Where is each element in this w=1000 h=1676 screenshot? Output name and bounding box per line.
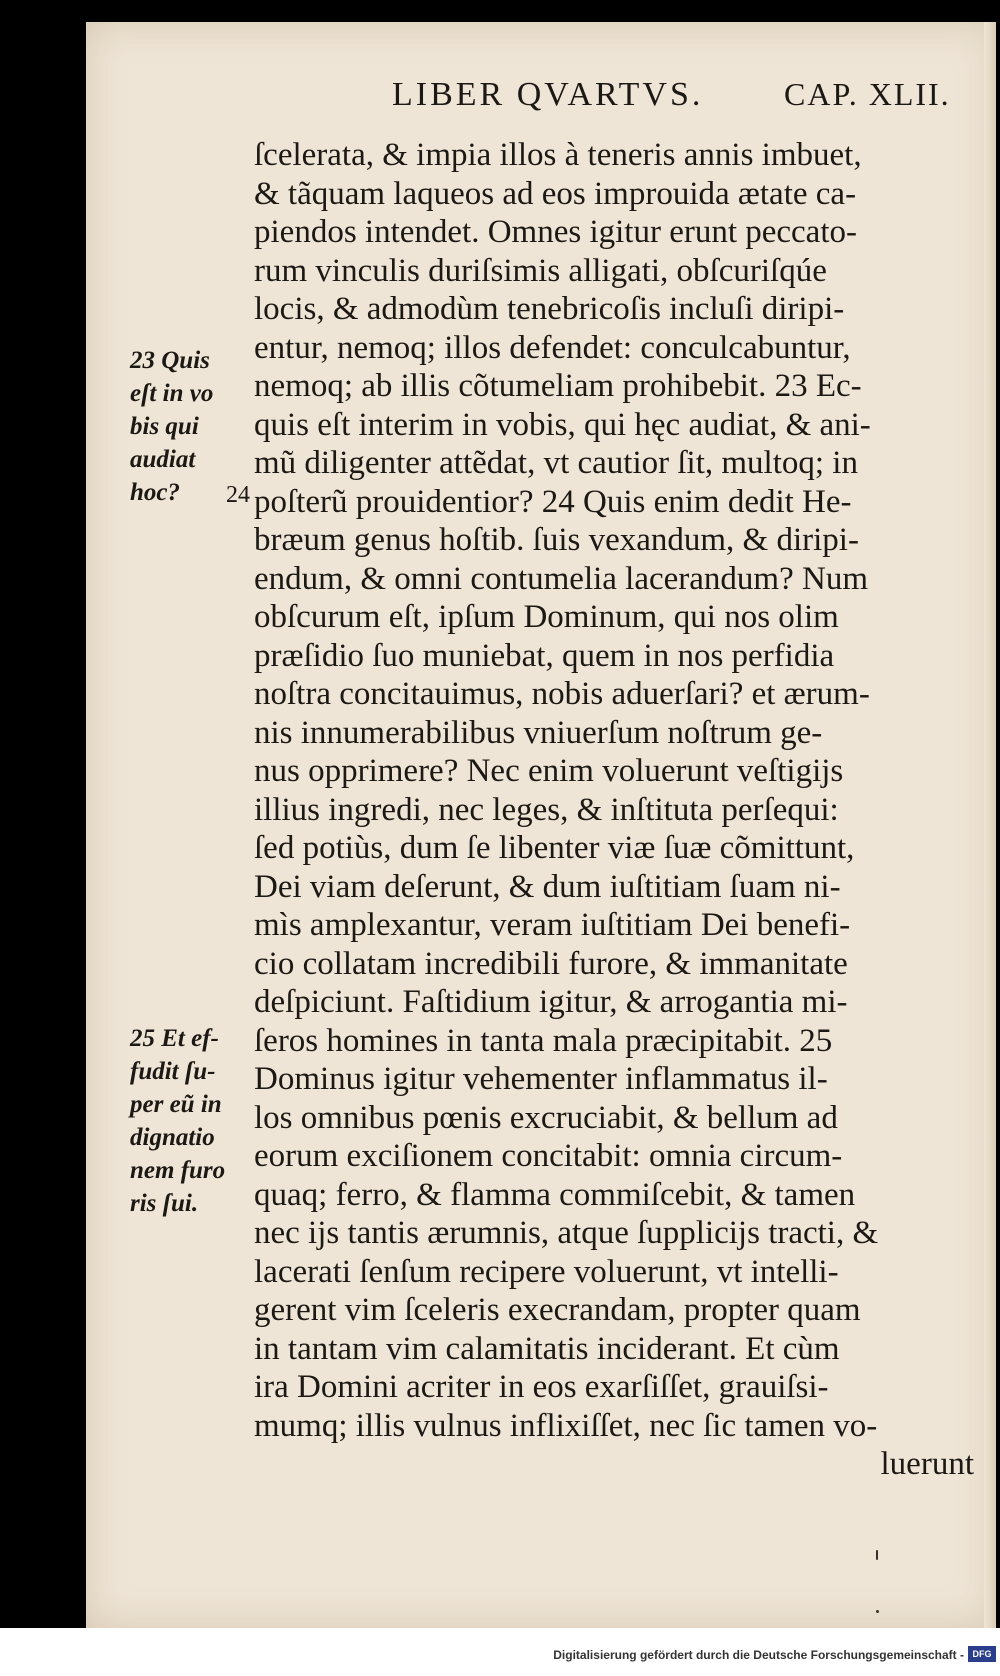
text-line: eorum exciſionem concitabit: omnia circum-: [254, 1138, 843, 1174]
text-line: entur, nemoq; illos defendet: conculcabuntur,: [254, 329, 851, 366]
text-line: deſpiciunt. Faſtidium igitur, & arrogantia mi-: [254, 984, 848, 1020]
text-line: obſcurum eſt, ipſum Dominum, qui nos olim: [254, 599, 839, 635]
margin-note-line: hoc?: [130, 479, 180, 506]
text-line: mũ diligenter attẽdat, vt cautior ſit, multoq; in: [254, 445, 858, 481]
text-line: piendos intendet. Omnes igitur erunt peccato-: [254, 214, 857, 250]
text-line: mìs amplexantur, veram iuſtitiam Dei benefi-: [254, 907, 851, 943]
text-line: ſcelerata, & impia illos à teneris annis imbuet,: [254, 137, 862, 173]
text-line: locis, & admodùm tenebricoſis incluſi diripi-: [254, 291, 845, 327]
text-line: Dei viam deſerunt, & dum iuſtitiam ſuam ni-: [254, 868, 841, 905]
text-line: quaq; ferro, & flamma commiſcebit, & tamen: [254, 1176, 856, 1213]
text-line: & tãquam laqueos ad eos improuida ætate ca-: [254, 175, 857, 212]
page-edge: [984, 22, 996, 1628]
text-line: bræum genus hoſtib. ſuis vexandum, & diripi-: [254, 522, 859, 558]
book-page: [86, 22, 996, 1628]
main-text-block: [254, 136, 974, 1484]
margin-note-line: 25 Et ef-: [130, 1025, 219, 1052]
text-line: cio collatam incredibili furore, & immanitate: [254, 945, 848, 982]
margin-note-line: fudit ſu-: [130, 1058, 216, 1085]
margin-note-line: bis qui: [130, 413, 199, 440]
running-head: LIBER QVARTVS.: [392, 76, 704, 113]
margin-note-line: dignatio: [130, 1124, 215, 1151]
page-header: [86, 22, 996, 113]
margin-note-line: audiat: [130, 446, 196, 473]
text-line: ſeros homines in tanta mala præcipitabit. 25: [254, 1022, 833, 1059]
text-line: luerunt: [880, 1446, 974, 1482]
margin-note-23: [130, 344, 240, 509]
dfg-logo: DFG: [968, 1646, 996, 1662]
digitization-credit: Digitalisierung gefördert durch die Deutsche Forschungsgemeinschaft -: [553, 1648, 964, 1662]
text-line: ſed potiùs, dum ſe libenter viæ ſuæ cõmittunt,: [254, 830, 855, 866]
text-line: los omnibus pœnis excruciabit, & bellum ad: [254, 1099, 838, 1136]
margin-note-line: eſt in vo: [130, 380, 214, 407]
text-line: nemoq; ab illis cõtumeliam prohibebit. 23 Ec-: [254, 368, 862, 404]
digitization-footer: [0, 1628, 1000, 1676]
text-line: illius ingredi, nec leges, & inſtituta perſequi:: [254, 791, 839, 828]
margin-note-line: 23 Quis: [130, 347, 210, 374]
text-line: noſtra concitauimus, nobis aduerſari? et ærum-: [254, 676, 870, 712]
text-line: poſterũ prouidentior? 24 Quis enim dedit He-: [254, 483, 852, 520]
text-line: quis eſt interim in vobis, qui hęc audiat, & ani-: [254, 406, 871, 443]
margin-note-25: [130, 1022, 240, 1220]
text-line: lacerati ſenſum recipere voluerunt, vt intelli-: [254, 1253, 839, 1290]
chapter-number: CAP. XLII.: [784, 76, 951, 112]
margin-note-line: nem furo: [130, 1157, 226, 1184]
text-line: nis innumerabilibus vniuerſum noſtrum ge-: [254, 714, 823, 751]
text-line: Dominus igitur vehementer inflammatus il-: [254, 1061, 828, 1097]
margin-note-line: per eũ in: [130, 1091, 222, 1118]
text-line: in tantam vim calamitatis inciderant. Et cùm: [254, 1330, 840, 1367]
text-line: gerent vim ſceleris execrandam, propter quam: [254, 1292, 861, 1328]
text-line: ira Domini acriter in eos exarſiſſet, grauiſsi-: [254, 1369, 829, 1405]
paper-speck: [876, 1550, 878, 1560]
text-line: præſidio ſuo muniebat, quem in nos perfidia: [254, 637, 835, 674]
text-line: nec ijs tantis ærumnis, atque ſupplicijs tracti, &: [254, 1215, 879, 1251]
margin-note-line: ris ſui.: [130, 1190, 199, 1217]
text-line: rum vinculis duriſsimis alligati, obſcuriſqúe: [254, 252, 827, 289]
paper-speck: [876, 1610, 879, 1613]
margin-verse-number: 24: [226, 482, 250, 508]
text-line: mumq; illis vulnus inflixiſſet, nec ſic tamen vo-: [254, 1407, 878, 1444]
text-line: nus opprimere? Nec enim voluerunt veſtigijs: [254, 753, 844, 789]
text-line: endum, & omni contumelia lacerandum? Num: [254, 560, 868, 597]
